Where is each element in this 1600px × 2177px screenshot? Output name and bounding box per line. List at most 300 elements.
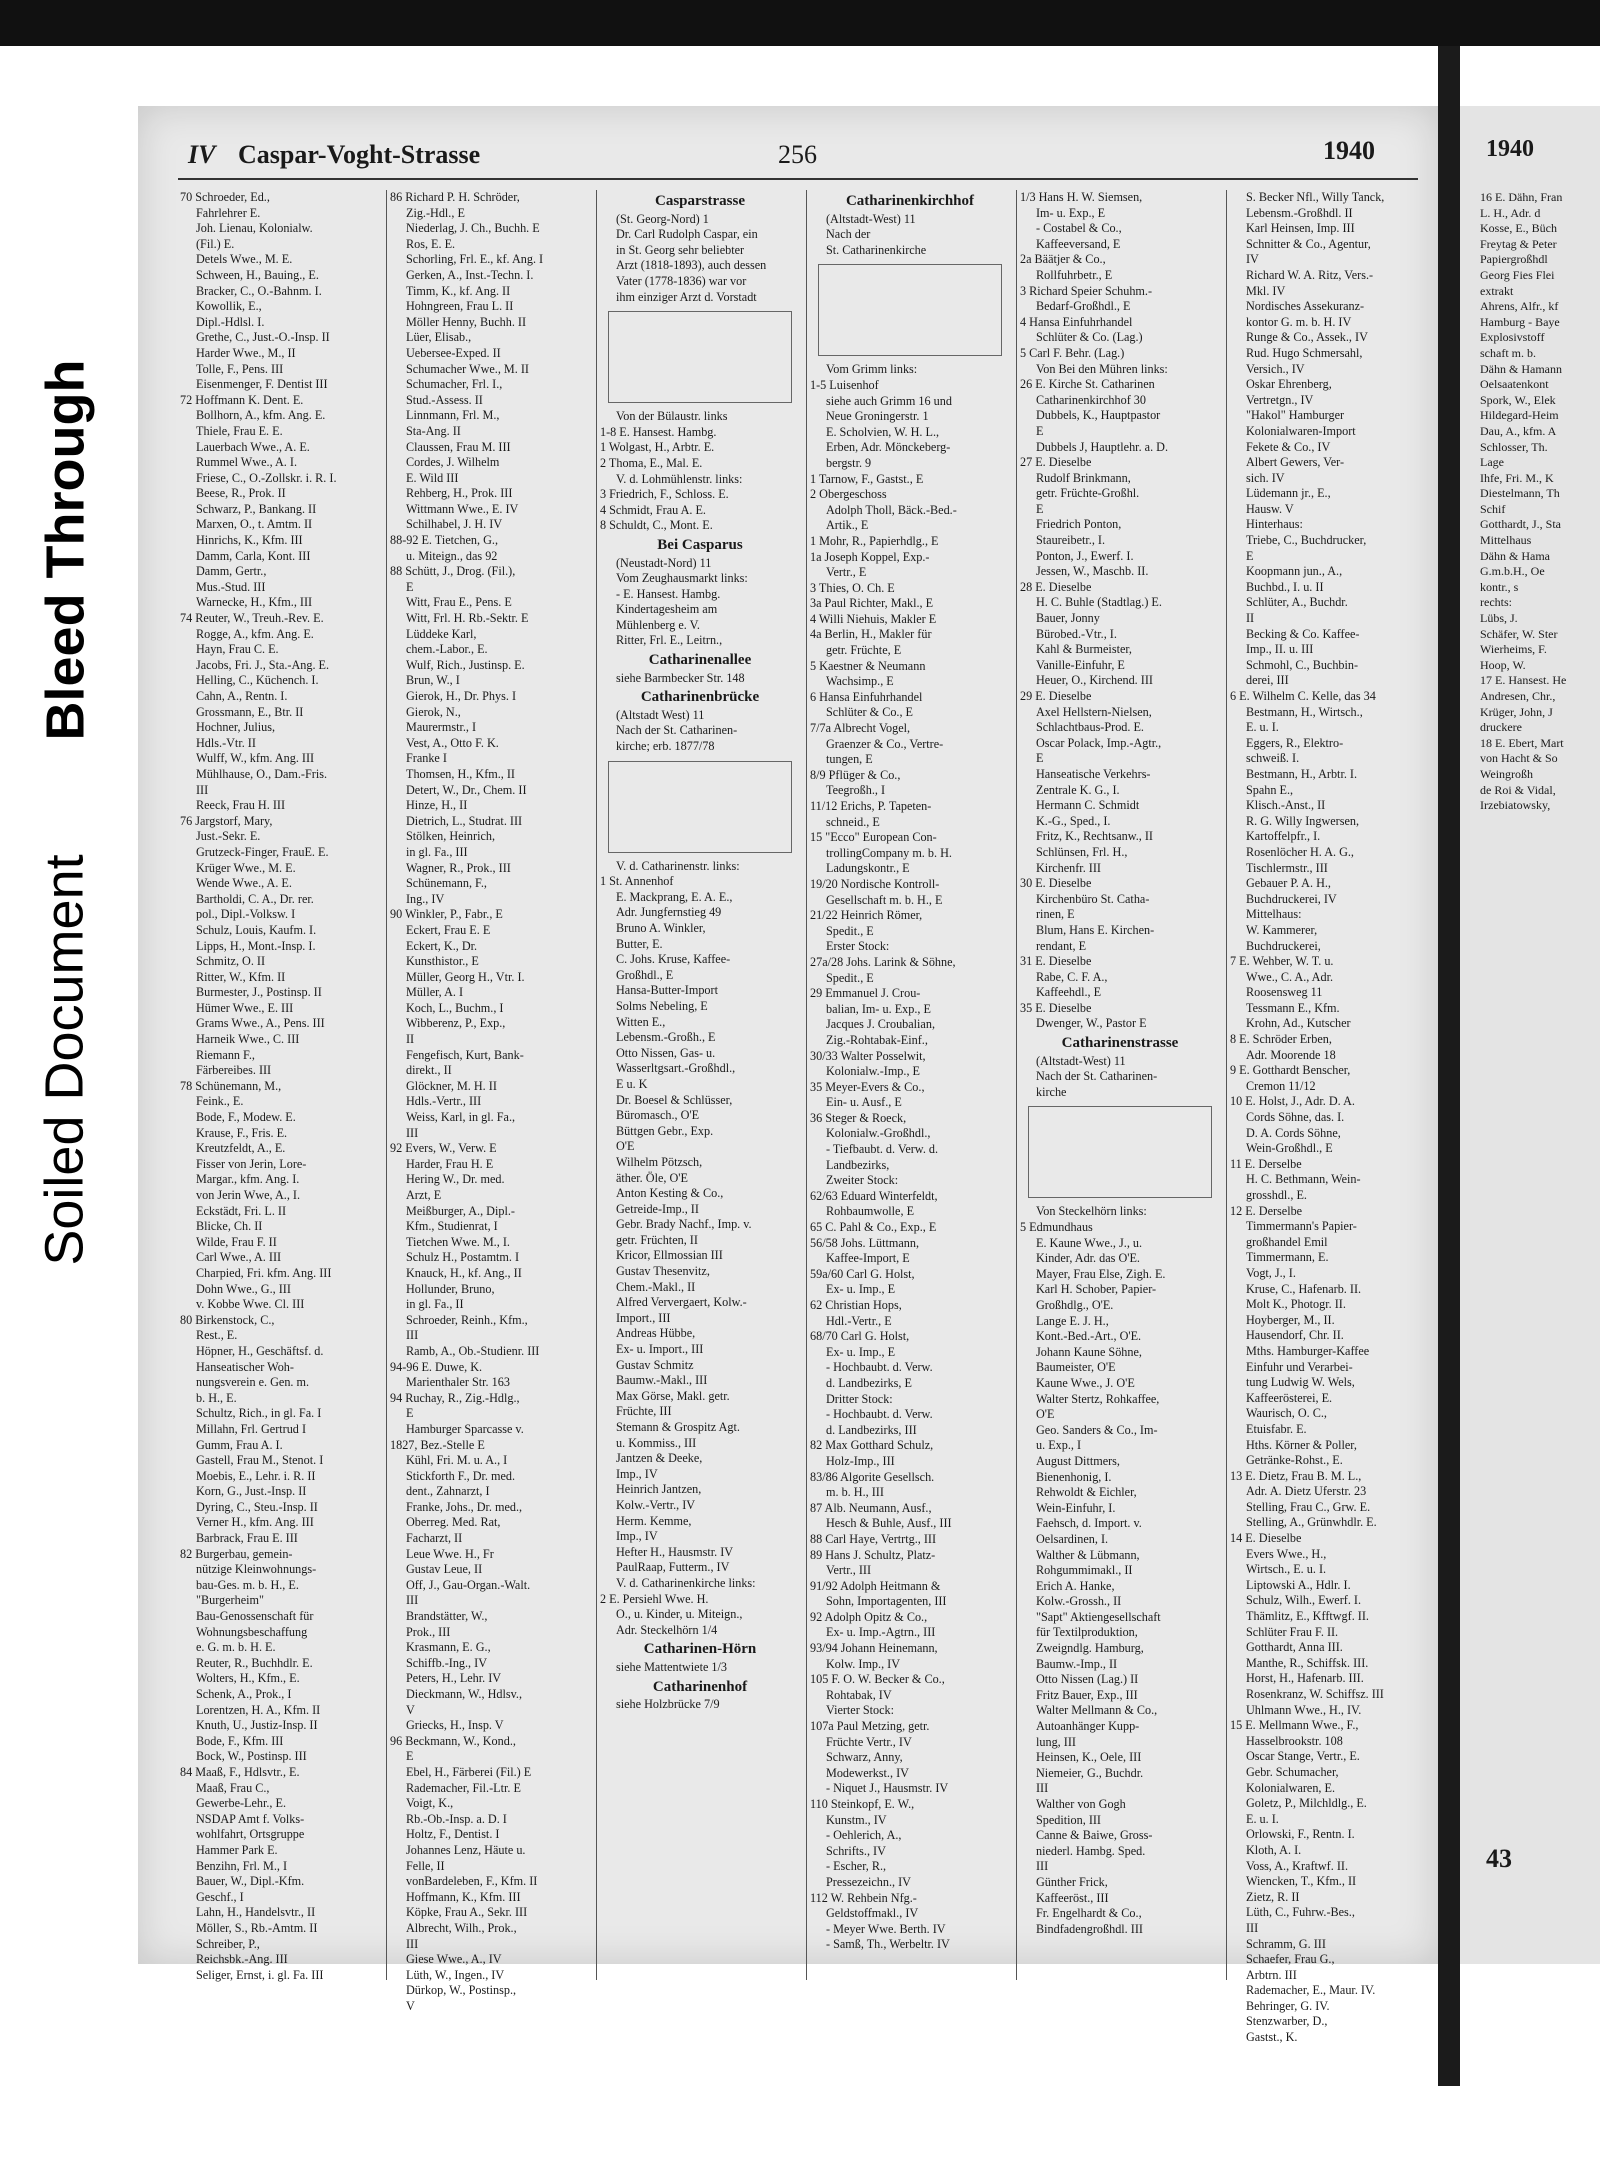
entry-line: Schnitter & Co., Agentur, [1246,236,1371,251]
entry-line: Harder, Frau H. E [406,1156,494,1171]
entry-line: Schmitz, O. II [196,954,266,969]
entry-line: Damm, Carla, Kont. III [196,548,311,563]
entry-line: Dr. Boesel & Schlüsser, [616,1092,733,1107]
entry-line: Chem.-Makl., II [616,1279,696,1294]
entry-line: Wein-Einfuhr, I. [1036,1500,1116,1515]
entry-line: Krause, F., Fris. E. [196,1125,288,1140]
entry-line: Krohn, Ad., Kutscher [1246,1016,1351,1031]
entry-line: Lauerbach Wwe., A. E. [196,439,310,454]
column-2 [390,190,590,2014]
entry-line: Vertr., E [826,565,867,580]
entry-line: 2 Obergeschoss [810,487,887,502]
entry-line: "Burgerheim" [196,1593,264,1608]
entry-line: Uebersee-Exped. II [406,345,501,360]
entry-line: Jacques J. Croubalian, [826,1017,935,1032]
entry-line: Schif [1480,501,1506,516]
entry-line: Bartholdi, C. A., Dr. rer. [196,891,314,906]
entry-line: Bollhorn, A., kfm. Ang. E. [196,408,326,423]
soiled-document-text: Soiled Document [35,854,96,1266]
entry-line: Hamburg - Baye [1480,314,1560,329]
entry-line: Bienenhonig, I. [1036,1469,1112,1484]
entry-line: 91/92 Adolph Heitmann & [810,1578,941,1593]
entry-line: O'E [616,1139,635,1154]
entry-line: Vater (1778-1836) war vor [616,273,747,288]
entry-line: Hoop, W. [1480,657,1526,672]
entry-line: Rabe, C. F. A., [1036,969,1108,984]
entry-line: Adr. Moorende 18 [1246,1047,1336,1062]
entry-line: 94-96 E. Duwe, K. [390,1359,483,1374]
entry-line: Oscar Polack, Imp.-Agtr., [1036,735,1162,750]
entry-line: getr. Früchte, E [826,643,902,658]
entry-line: Schlachtbaus-Prod. E. [1036,720,1144,735]
entry-line: Vom Grimm links: [826,362,918,377]
entry-line: Wolters, H., Kfm., E. [196,1671,300,1686]
entry-line: Fritz Bauer, Exp., III [1036,1687,1138,1702]
entry-line: Hanseatischer Woh- [196,1359,294,1374]
page-number: 256 [778,140,817,169]
entry-line: Rademacher, E., Maur. IV. [1246,1983,1376,1998]
entry-line: Dipl.-Hdlsl. I. [196,314,265,329]
entry-line: Klisch.-Anst., II [1246,798,1326,813]
entry-line: 82 Burgerbau, gemein- [180,1546,293,1561]
column-divider [1226,190,1227,1980]
entry-line: Artik., E [826,518,869,533]
entry-line: 30 E. Dieselbe [1020,876,1092,891]
entry-line: Wohnungsbeschaffung [196,1624,308,1639]
entry-line: 94 Ruchay, R., Zig.-Hdlg., [390,1390,520,1405]
adjacent-column [1480,190,1600,814]
entry-line: Lübs, J. [1480,611,1518,626]
entry-line: Hollunder, Bruno, [406,1281,495,1296]
entry-line: Dieckmann, W., Hdlsv., [406,1687,522,1701]
entry-line: Adr. Jungfernstieg 49 [616,905,722,920]
entry-line: Buchbd., I. u. II [1246,579,1324,594]
entry-line: Reuter, R., Buchhdlr. E. [196,1655,313,1670]
entry-line: Goletz, P., Milchldlg., E. [1246,1796,1367,1811]
entry-line: 1 Tarnow, F., Gastst., E [810,471,924,486]
entry-line: Kaffeeröst., III [1036,1890,1109,1905]
entry-line: von Hacht & So [1480,751,1558,766]
entry-line: Schaefer, Frau G., [1246,1952,1335,1967]
adjacent-page [1460,106,1600,1964]
entry-line: E. Kaune Wwe., J., u. [1036,1235,1143,1250]
entry-line: Lange E. J. H., [1036,1313,1109,1328]
entry-line: Mittelhaus [1480,533,1532,548]
entry-line: Wiencken, T., Kfm., II [1246,1874,1357,1889]
entry-line: Koopmann jun., A., [1246,564,1343,579]
entry-line: Spahn E., [1246,782,1294,797]
entry-line: Hamburger Sparcasse v. [406,1421,524,1436]
entry-line: 26 E. Kirche St. Catharinen [1020,377,1155,392]
entry-line: Buchdruckerei, [1246,938,1321,953]
entry-line: Spedit., E [826,970,874,985]
entry-line: Ramb, A., Ob.-Studienr. III [406,1343,540,1358]
entry-line: (Fil.) E. [196,236,235,251]
entry-line: Mühlenberg e. V. [616,617,700,632]
entry-line: Moebis, E., Lehr. i. R. II [196,1468,316,1483]
entry-line: Harder Wwe., M., II [196,345,296,360]
entry-line: Linnmann, Frl. M., [406,408,500,423]
entry-line: Getränke-Rohst., E. [1246,1453,1343,1468]
entry-line: 90 Winkler, P., Fabr., E [390,907,503,922]
entry-line: Hammer Park E. [196,1842,278,1857]
entry-line: Krüger, John, J [1480,704,1553,719]
entry-line: IV [1246,252,1259,267]
entry-line: Kirchenfr. III [1036,860,1101,875]
entry-line: Witten E., [616,1014,666,1029]
entry-line: Peters, H., Lehr. IV [406,1671,502,1686]
entry-line: Timmermann, E. [1246,1250,1329,1265]
entry-line: Schenk, A., Prok., I [196,1687,292,1701]
entry-line: Oelsaatenkont [1480,377,1549,392]
entry-line: Dähn & Hamann [1480,361,1562,376]
entry-line: Nach der St. Catharinen- [1036,1069,1158,1084]
entry-line: Alfred Ververgaert, Kolw.- [616,1295,747,1310]
entry-line: Kolonialwaren-Import [1246,423,1356,438]
entry-line: Hdl.-Vertr., E [826,1313,892,1328]
entry-line: 87 Alb. Neumann, Ausf., [810,1500,932,1515]
entry-line: (Altstadt West) 11 [616,707,705,722]
entry-line: Brandstätter, W., [406,1609,488,1624]
entry-line: - Meyer Wwe. Berth. IV [826,1921,946,1936]
entry-line: Ahrens, Alfr., kf [1480,299,1559,314]
entry-line: Erster Stock: [826,939,890,954]
entry-line: Tietchen Wwe. M., I. [406,1234,510,1249]
entry-line: Manthe, R., Schiffsk. III. [1246,1655,1369,1670]
entry-line: III [196,782,209,797]
entry-line: Fritz, K., Rechtsanw., II [1036,829,1153,844]
entry-line: Schäfer, W. Ster [1480,626,1558,641]
entry-line: (Altstadt-West) 11 [1036,1053,1126,1068]
entry-line: Neue Groningerstr. 1 [826,409,929,424]
entry-line: Hesch & Buhle, Ausf., III [826,1516,952,1531]
entry-line: siehe Barmbecker Str. 148 [616,670,745,685]
entry-line: Hinterhaus: [1246,517,1303,532]
entry-line: Voigt, K., [406,1796,454,1811]
scan-top-border [0,0,1600,46]
book-gutter [1438,46,1460,2086]
entry-line: Canne & Baiwe, Gross- [1036,1828,1153,1843]
street-map-sketch [608,761,792,853]
entry-line: Tessmann E., Kfm. [1246,1000,1340,1015]
entry-line: 7 E. Wehber, W. T. u. [1230,954,1334,969]
entry-line: tungen, E [826,752,873,767]
entry-line: Ex- u. Imp.-Agtrn., III [826,1625,936,1640]
entry-line: Walter Mellmann & Co., [1036,1703,1158,1718]
column-6 [1230,190,1430,2046]
entry-line: 3a Paul Richter, Makl., E [810,596,934,611]
entry-line: Lüddeke Karl, [406,626,477,641]
entry-line: E [1246,548,1254,563]
entry-line: Andreas Hübbe, [616,1326,696,1341]
entry-line: St. Catharinenkirche [826,242,927,257]
entry-line: Oberreg. Med. Rat, [406,1515,501,1530]
entry-line: Lorentzen, H. A., Kfm. II [196,1702,321,1717]
entry-line: Harneik Wwe., C. III [196,1032,300,1047]
entry-line: grosshdl., E. [1246,1188,1307,1202]
entry-line: 35 Meyer-Evers & Co., [810,1079,925,1094]
entry-line: pol., Dipl.-Volksw. I [196,907,296,922]
entry-line: NSDAP Amt f. Volks- [196,1811,305,1826]
entry-line: Catharinenkirchhof 30 [1036,392,1146,407]
entry-line: E [1036,423,1044,438]
entry-line: Schlüter Frau F. II. [1246,1624,1339,1639]
entry-line: Burmester, J., Postinsp. II [196,985,322,1000]
entry-line: schweiß. I. [1246,751,1300,766]
entry-line: Hermann C. Schmidt [1036,798,1140,813]
entry-line: H. C. Bethmann, Wein- [1246,1172,1361,1187]
entry-line: - Samß, Th., Werbeltr. IV [826,1937,950,1952]
entry-line: Rademacher, Fil.-Ltr. E [406,1780,521,1795]
entry-line: Hoffmann, K., Kfm. III [406,1889,521,1904]
entry-line: Solms Nebeling, E [616,998,708,1013]
entry-line: Von Bei den Mühren links: [1036,361,1168,376]
entry-line: Runge & Co., Assek., IV [1246,330,1368,345]
entry-line: 74 Reuter, W., Treuh.-Rev. E. [180,611,324,626]
entry-line: nungsverein e. Gen. m. [196,1375,310,1390]
entry-line: Kowollik, E., [196,299,262,314]
entry-line: Kartoffelpfr., I. [1246,829,1321,844]
entry-line: Diestelmann, Th [1480,486,1560,501]
entry-line: Marienthaler Str. 163 [406,1375,510,1390]
entry-line: Horst, H., Hafenarb. III. [1246,1671,1364,1686]
entry-line: Wibberenz, P., Exp., [406,1016,506,1031]
entry-line: kontr., s [1480,579,1519,594]
entry-line: Möller Henny, Buchh. II [406,314,527,329]
entry-line: - Tiefbaubt. d. Verw. d. [826,1142,939,1157]
entry-line: Helling, C., Küchench. I. [196,673,319,688]
entry-line: Import., III [616,1310,671,1325]
entry-line: Bindfadengroßhdl. III [1036,1921,1143,1936]
entry-line: Hdls.-Vertr., III [406,1094,482,1109]
entry-line: E. u. I. [1246,1811,1279,1826]
entry-line: Hasselbrookstr. 108 [1246,1733,1343,1748]
entry-line: Geldstoffmakl., IV [826,1906,919,1921]
entry-line: 27a/28 Johs. Larink & Söhne, [810,954,956,969]
entry-line: Damm, Gertr., [196,564,267,579]
entry-line: Möller, S., Rb.-Amtm. II [196,1920,318,1935]
entry-line: Gotthardt, J., Sta [1480,517,1561,532]
entry-line: Riemann F., [196,1047,255,1062]
entry-line: u. Exp., I [1036,1438,1082,1453]
entry-line: Grutzeck-Finger, FrauE. E. [196,844,329,859]
entry-line: Schünemann, F., [406,876,487,891]
column-5 [1020,190,1220,1937]
entry-line: Zietz, R. II [1246,1889,1300,1904]
entry-line: Büromasch., O'E [616,1108,700,1123]
entry-line: Ex- u. Imp., E [826,1282,896,1297]
entry-line: 11/12 Erichs, P. Tapeten- [810,799,932,813]
entry-line: Zweiter Stock: [826,1173,899,1188]
entry-line: Wein-Großhdl., E [1246,1141,1333,1156]
entry-line: Ein- u. Ausf., E [826,1095,902,1110]
entry-line: - Escher, R., [826,1859,887,1874]
entry-line: Adr. A. Dietz Uferstr. 23 [1246,1484,1367,1499]
entry-line: Ing., IV [406,891,445,906]
entry-line: Niederlag, J. Ch., Buchh. E [406,221,540,236]
entry-line: 15 "Ecco" European Con- [810,830,937,845]
entry-line: Wwe., C. A., Adr. [1246,969,1334,984]
entry-line: K.-G., Sped., I. [1036,813,1111,828]
entry-line: V. d. Catharinenstr. links: [616,858,740,873]
entry-line: II [406,1032,415,1047]
entry-line: Färbereibes. III [196,1063,272,1078]
entry-line: Krüger Wwe., M. E. [196,860,296,875]
entry-line: Schlüter & Co. (Lag.) [1036,330,1143,345]
entry-line: derei, III [1246,673,1289,688]
entry-line: Hausendorf, Chr. II. [1246,1328,1344,1343]
entry-line: balian, Im- u. Exp., E [826,1001,931,1016]
entry-line: Gerken, A., Inst.-Techn. I. [406,267,534,282]
entry-line: Weiss, Karl, in gl. Fa., [406,1110,516,1125]
entry-line: - Hochbaubt. d. Verw. [826,1360,933,1375]
street-heading: Catharinenallee [648,653,752,669]
entry-line: Ex- u. Imp., E [826,1344,896,1359]
entry-line: Fekete & Co., IV [1246,439,1331,454]
column-3 [600,190,800,1713]
entry-line: Hefter H., Hausmstr. IV [616,1544,734,1559]
entry-line: Walter Stertz, Rohkaffee, [1036,1391,1160,1406]
entry-line: 92 Adolph Opitz & Co., [810,1609,928,1624]
entry-line: Bruno A. Winkler, [616,921,706,935]
entry-line: Zentrale K. G., I. [1036,782,1120,797]
entry-line: Gebr. Schumacher, [1246,1764,1339,1779]
entry-line: Niemeier, G., Buchdr. [1036,1765,1144,1780]
entry-line: 2 E. Persiehl Wwe. H. [600,1591,709,1606]
entry-line: W. Kammerer, [1246,922,1318,937]
entry-line: Graenzer & Co., Vertre- [826,736,944,751]
entry-line: Kruse, C., Hafenarb. II. [1246,1281,1362,1296]
entry-line: Becking & Co. Kaffee- [1246,626,1360,641]
entry-line: Buchdruckerei, IV [1246,891,1337,906]
street-map-sketch [818,264,1002,356]
entry-line: Hinze, H., II [406,798,468,813]
entry-line: Pressezeichn., IV [826,1874,911,1889]
entry-line: Gustav Thesenvitz, [616,1264,710,1279]
entry-line: Verner H., kfm. Ang. III [196,1515,314,1530]
entry-line: Franke, Johs., Dr. med., [406,1499,523,1514]
entry-line: Benzihn, Frl. M., I [196,1858,288,1873]
entry-line: Rehberg, H., Prok. III [406,486,513,501]
entry-line: Bauer, Jonny [1036,611,1100,626]
entry-line: Kolonialw.-Großhdl., [826,1126,931,1141]
entry-line: Heinsen, K., Oele, III [1036,1750,1142,1765]
entry-line: Walther & Lübmann, [1036,1547,1140,1562]
entry-line: Rb.-Ob.-Insp. a. D. I [406,1811,507,1826]
entry-line: III [1036,1781,1049,1796]
entry-line: Beese, R., Prok. II [196,486,286,501]
entry-line: Knuth, U., Justiz-Insp. II [196,1718,318,1733]
entry-line: Nordisches Assekuranz- [1246,299,1365,314]
street-heading: Casparstrasse [655,194,745,209]
entry-line: Hths. Körner & Poller, [1246,1437,1357,1452]
entry-line: PaulRaap, Futterm., IV [616,1560,730,1575]
entry-line: Reichsbk.-Ang. III [196,1952,288,1967]
entry-line: Molt K., Photogr. II. [1246,1297,1346,1312]
entry-line: Butter, E. [616,936,663,951]
entry-line: rinen, E [1036,907,1075,922]
entry-line: Mayer, Frau Else, Zigh. E. [1036,1266,1166,1281]
entry-line: 29 Emmanuel J. Crou- [810,986,921,1001]
entry-line: Köpke, Frau A., Sekr. III [406,1905,528,1920]
street-heading: Catharinenhof [652,1679,748,1695]
entry-line: schneid., E [826,814,880,829]
entry-line: 14 E. Dieselbe [1230,1531,1302,1546]
entry-line: Großhdl., E [616,967,674,982]
entry-line: Einfuhr und Verarbei- [1246,1359,1353,1374]
entry-line: Schwarz, P., Bankang. II [196,501,317,516]
entry-line: 4 Hansa Einfuhrhandel [1020,314,1133,329]
entry-line: Franke I [406,751,447,766]
entry-line: Kaune Wwe., J. O'E [1036,1375,1135,1390]
entry-line: Versich., IV [1246,361,1305,376]
entry-line: 4 Schmidt, Frau A. E. [600,502,706,517]
entry-line: Schween, H., Bauing., E. [196,267,319,282]
entry-line: Bestmann, H., Arbtr. I. [1246,766,1358,781]
entry-line: Stenzwarber, D., [1246,2014,1328,2029]
entry-line: Zig.-Hdl., E [406,205,465,220]
entry-line: 68/70 Carl G. Holst, [810,1329,910,1344]
entry-line: Eggers, R., Elektro- [1246,735,1344,750]
entry-line: Hoyberger, M., II. [1246,1312,1335,1327]
entry-line: Von der Bülaustr. links [616,409,728,424]
entry-line: 62/63 Eduard Winterfeldt, [810,1188,938,1203]
entry-line: Cremon 11/12 [1246,1078,1316,1093]
entry-line: Tischlermstr., III [1246,860,1328,875]
entry-line: Fisser von Jerin, Lore- [196,1156,307,1171]
entry-line: Carl Wwe., A. III [196,1250,282,1265]
entry-line: de Roi & Vidal, [1480,782,1556,797]
entry-line: E. Wild III [406,470,459,485]
entry-line: Kreutzfeldt, A., E. [196,1141,286,1156]
entry-line: Stemann & Grospitz Agt. [616,1420,740,1434]
entry-line: Wulff, W., kfm. Ang. III [196,751,315,766]
entry-line: e. G. m. b. H. E. [196,1640,276,1655]
entry-line: m. b. H., III [826,1485,884,1500]
entry-line: Maurermstr., I [406,720,477,735]
entry-line: lung, III [1036,1734,1076,1749]
entry-line: Hanseatische Verkehrs- [1036,766,1151,781]
entry-line: Im- u. Exp., E [1036,205,1106,220]
entry-line: Blum, Hans E. Kirchen- [1036,922,1155,937]
entry-line: Rummel Wwe., A. I. [196,455,297,470]
street-heading: Bei Casparus [657,537,743,553]
entry-line: 86 Richard P. H. Schröder, [390,190,520,204]
entry-line: bau-Ges. m. b. H., E. [196,1577,299,1592]
entry-line: Etuisfabr. E. [1246,1421,1307,1436]
entry-line: Waurisch, O. C., [1246,1406,1327,1421]
entry-line: niederl. Hambg. Sped. [1036,1843,1146,1858]
entry-line: u. Miteign., das 92 [406,548,498,563]
entry-line: R. G. Willy Ingwersen, [1246,813,1360,828]
entry-line: O., u. Kinder, u. Miteign., [616,1607,743,1622]
entry-line: E [406,1406,414,1421]
entry-line: - Niquet J., Hausmstr. IV [826,1781,949,1796]
entry-line: Gierok, H., Dr. Phys. I [406,689,517,703]
entry-line: 6 Hansa Einfuhrhandel [810,689,923,704]
column-divider [596,190,597,1980]
entry-line: dent., Zahnarzt, I [406,1484,490,1499]
entry-line: 8/9 Pflüger & Co., [810,767,901,782]
entry-line: tung Ludwig W. Wels, [1246,1375,1355,1390]
entry-line: - E. Hansest. Hambg. [616,586,721,601]
entry-line: Uhlmann Wwe., H., IV. [1246,1702,1362,1717]
entry-line: Rollfuhrbetr., E [1036,267,1113,282]
entry-line: Schlüter & Co., E [826,705,913,720]
entry-line: Wierheims, F. [1480,642,1547,657]
entry-line: getr. Früchte-Großhl. [1036,486,1140,501]
entry-line: 17 E. Hansest. He [1480,673,1567,688]
